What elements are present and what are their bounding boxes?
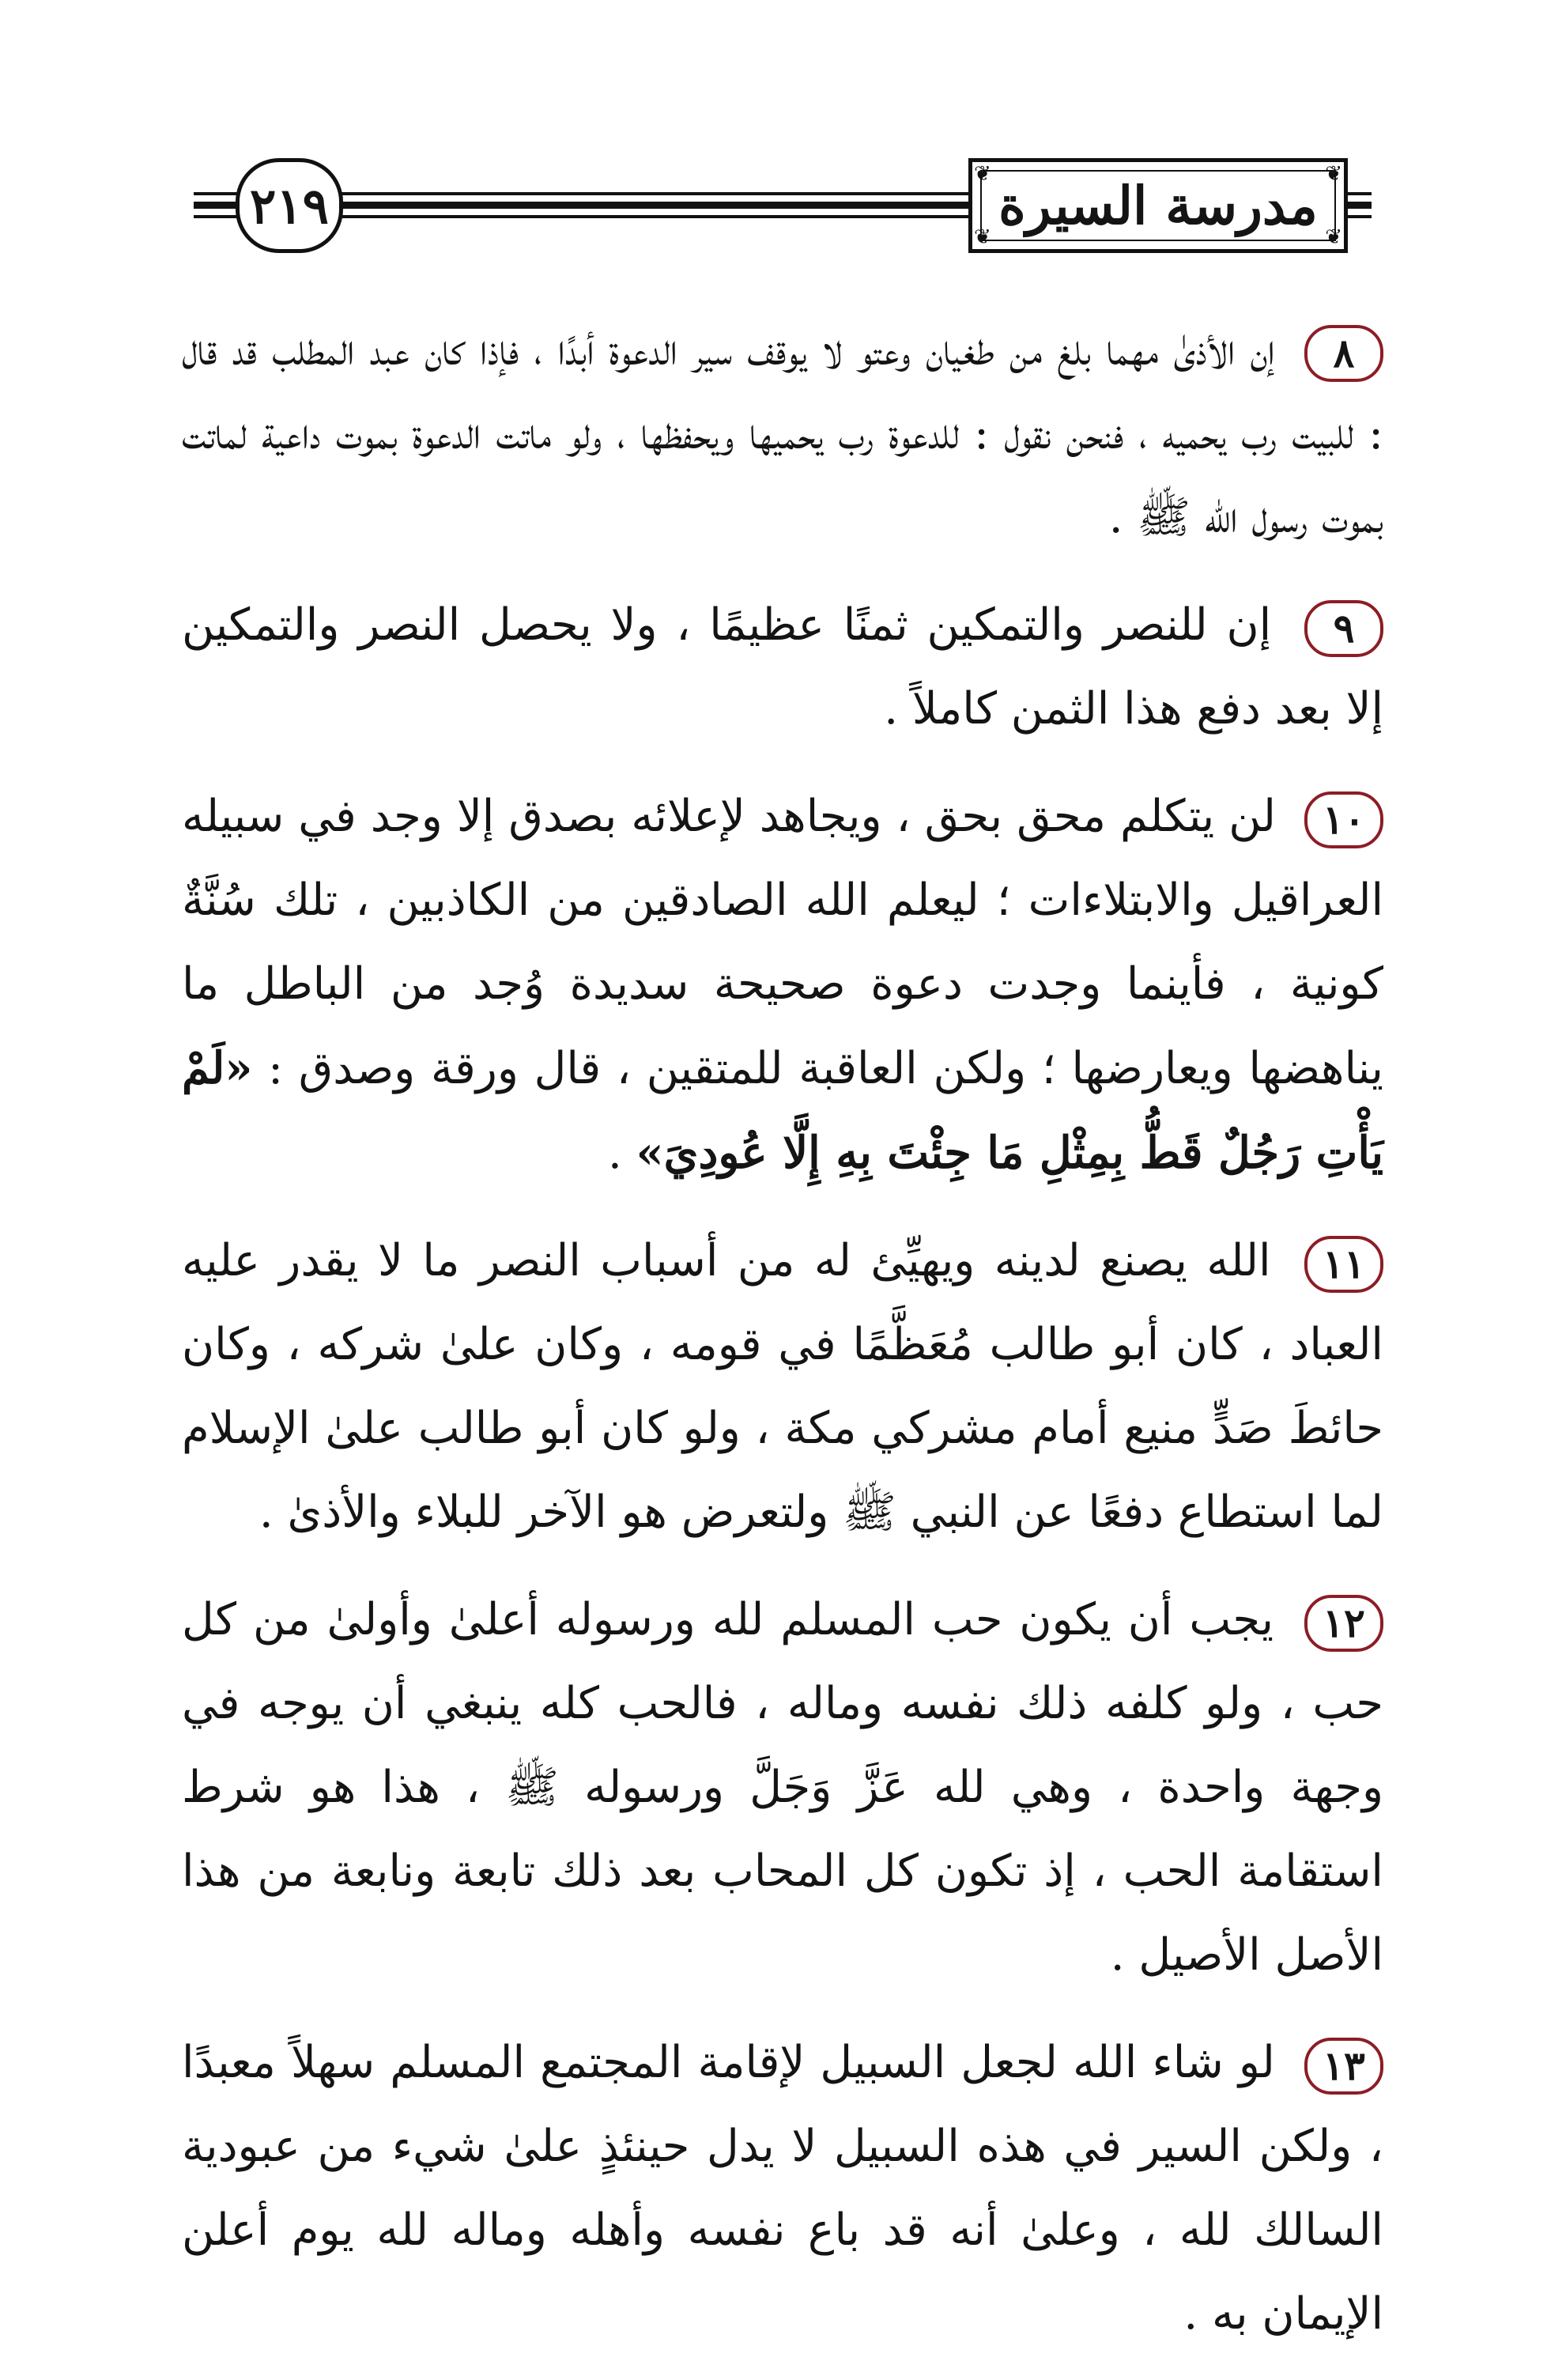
- point-9: [182, 584, 1383, 751]
- point-number: ٨: [1304, 325, 1383, 382]
- point-number: ١٣: [1304, 2038, 1383, 2095]
- ornament-icon: ❦: [1325, 162, 1342, 186]
- point-number: ١٠: [1304, 791, 1383, 848]
- point-text: يجب أن يكون حب المسلم لله ورسوله أعلىٰ وأولىٰ من كل حب ، ولو كلفه ذلك نفسه وماله ، فالحب كله ينبغي أن يوجه في وجهة واحدة ، وهي لله عَزَّ وَجَلَّ ورسوله ﷺ ، هذا هو شرط استقامة الحب ، إذ تكون كل المحاب بعد ذلك تابعة ونابعة من هذا الأصل الأصيل .: [182, 1594, 1383, 1981]
- point-13: [182, 2021, 1383, 2356]
- hadith-quote: «لَمْ يَأْتِ رَجُلٌ قَطُّ بِمِثْلِ مَا جِئْتَ بِهِ إِلَّا عُودِيَ»: [182, 1042, 1383, 1179]
- point-text: إن للنصر والتمكين ثمنًا عظيمًا ، ولا يحصل النصر والتمكين إلا بعد دفع هذا الثمن كاملاً .: [182, 599, 1383, 735]
- point-11: [182, 1219, 1383, 1555]
- point-number: ١٢: [1304, 1595, 1383, 1652]
- point-text: لن يتكلم محق بحق ، ويجاهد لإعلائه بصدق إلا وجد في سبيله العراقيل والابتلاءات ؛ ليعلم الله الصادقين من الكاذبين ، تلك سُنَّةٌ كونية ، فأينما وجدت دعوة صحيحة سديدة وُجد من الباطل ما يناهضها ويعارضها ؛ ولكن العاقبة للمتقين ، قال ورقة وصدق :: [182, 791, 1383, 1094]
- point-10: [182, 775, 1383, 1196]
- point-text: الله يصنع لدينه ويهيِّئ له من أسباب النصر ما لا يقدر عليه العباد ، كان أبو طالب مُعَظَّمًا في قومه ، وكان علىٰ شركه ، وكان حائطَ صَدٍّ منيع أمام مشركي مكة ، ولو كان أبو طالب علىٰ الإسلام لما استطاع دفعًا عن النبي ﷺ ولتعرض هو الآخر للبلاء والأذىٰ .: [182, 1235, 1383, 1538]
- ornament-icon: ❦: [1325, 225, 1342, 249]
- book-title: مدرسة السيرة: [980, 170, 1336, 241]
- point-number: ١١: [1304, 1236, 1383, 1293]
- page-number: ٢١٩: [236, 158, 343, 253]
- point-number: ٩: [1304, 600, 1383, 657]
- book-title-frame: [968, 158, 1348, 253]
- point-8: [182, 308, 1383, 560]
- page-header: [0, 0, 1566, 316]
- point-text: لو شاء الله لجعل السبيل لإقامة المجتمع المسلم سهلاً معبدًا ، ولكن السير في هذه السبيل لا يدل حينئذٍ علىٰ شيء من عبودية السالك لله ، وعلىٰ أنه قد باع نفسه وأهله وماله لله يوم أعلن الإيمان به .: [182, 2037, 1383, 2340]
- point-text: إن الأذىٰ مهما بلغ من طغيان وعتو لا يوقف سير الدعوة أبدًا ، فإذا كان عبد المطلب قد قال : للبيت رب يحميه ، فنحن نقول : للدعوة رب يحميها ويحفظها ، ولو ماتت الدعوة بموت داعية لماتت بموت رسول الله ﷺ .: [182, 324, 1383, 543]
- ornament-icon: ❦: [974, 162, 991, 186]
- ornament-icon: ❦: [974, 225, 991, 249]
- point-text-end: .: [608, 1128, 636, 1179]
- point-12: [182, 1578, 1383, 1997]
- page-body: [182, 308, 1383, 2380]
